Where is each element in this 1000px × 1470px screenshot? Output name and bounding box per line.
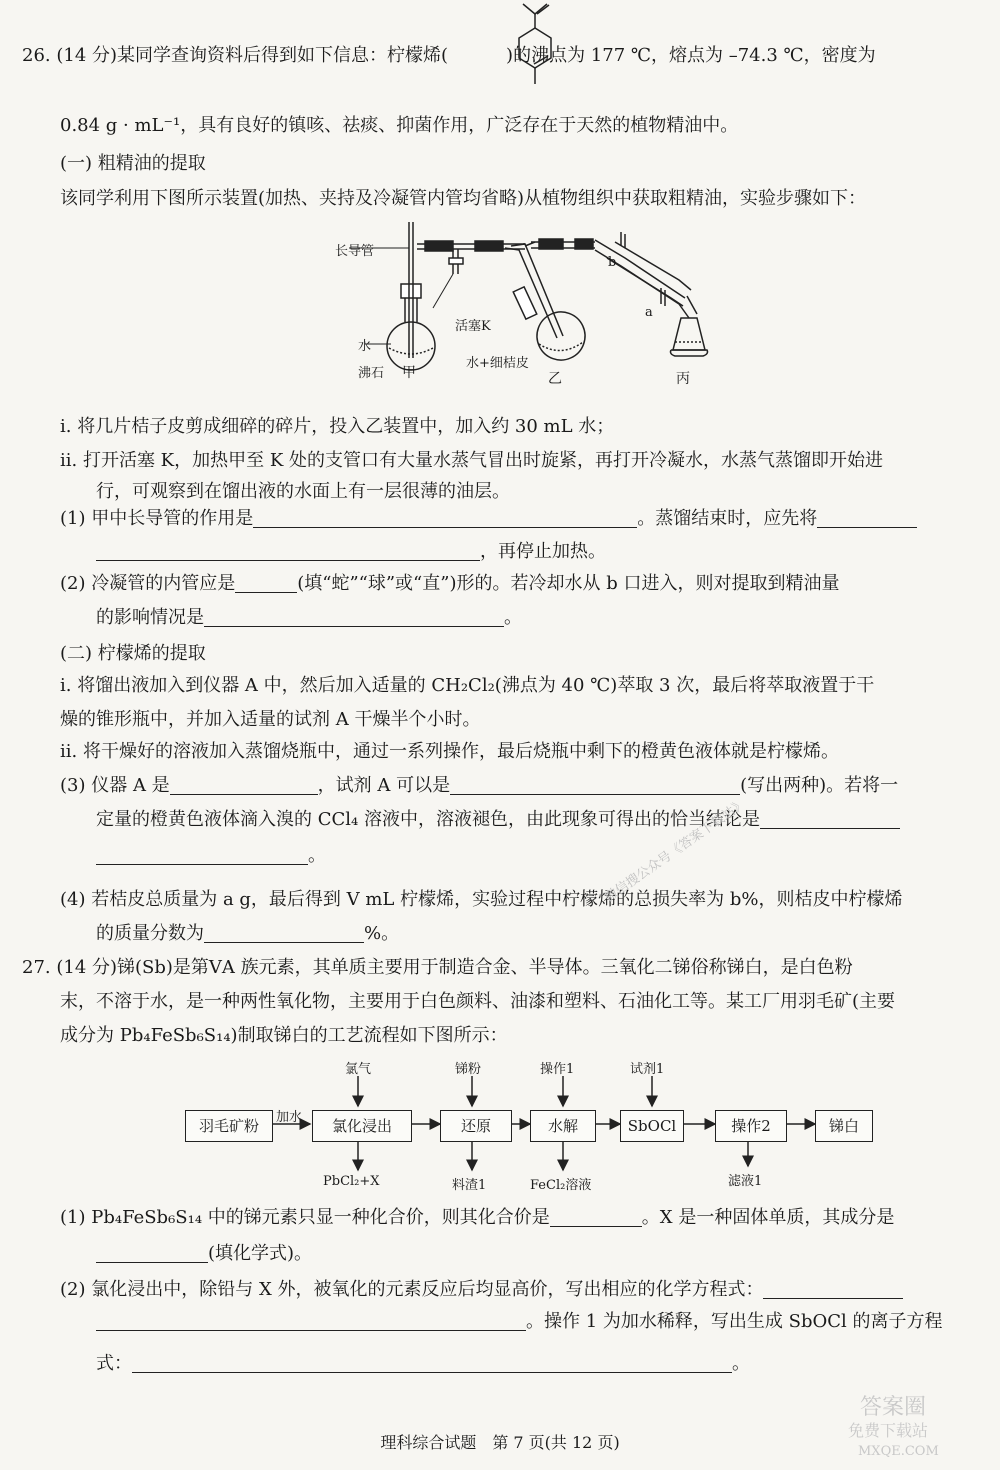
q26-q4-text-c: %。 (364, 923, 400, 944)
label-port-b: b (608, 255, 617, 270)
flow-output-filtrate1: 滤液1 (728, 1174, 763, 1189)
answer-blank[interactable] (817, 507, 917, 528)
q26-q4-text-b: 的质量分数为 (96, 923, 204, 944)
answer-blank[interactable] (96, 540, 480, 561)
label-water-peel: 水+细桔皮 (466, 356, 529, 371)
flow-box-hydrolysis: 水解 (530, 1110, 596, 1142)
q26-q3-line2 (96, 806, 900, 834)
label-boiling-stone: 沸石 (358, 366, 385, 381)
q27-q2-line3 (96, 1350, 750, 1378)
flow-input-reagent1: 试剂1 (630, 1062, 665, 1077)
q27-q1-text-b: 。X 是一种固体单质，其成分是 (641, 1207, 895, 1228)
flow-add-water: 加水 (276, 1110, 303, 1125)
q26-q2-line1 (60, 570, 839, 598)
label-jia: 甲 (402, 365, 416, 381)
q26-step-ii-1: ⅱ. 打开活塞 K，加热甲至 K 处的支管口有大量水蒸气冒出时旋紧，再打开冷凝水，水蒸气蒸馏即开始进 (60, 450, 884, 471)
flow-box-reduction: 还原 (440, 1110, 512, 1142)
flow-input-sb-powder: 锑粉 (455, 1062, 482, 1077)
answer-blank[interactable] (235, 572, 297, 593)
q27-q1-line1 (60, 1204, 894, 1232)
q26-section1-title: (一) 粗精油的提取 (60, 153, 206, 174)
q26-step-i: ⅰ. 将几片桔子皮剪成细碎的碎片，投入乙装置中，加入约 30 mL 水； (60, 416, 615, 437)
watermark: 答案圈 (860, 1395, 927, 1420)
answer-blank[interactable] (132, 1352, 732, 1373)
flow-output-pbcl2-x: PbCl₂+X (323, 1174, 380, 1189)
answer-blank[interactable] (170, 774, 318, 795)
q26-q2-text-b: (填“蛇”“球”或“直”)形的。若冷却水从 b 口进入，则对提取到精油量 (297, 573, 840, 594)
watermark: 微信搜公众号《答案下载站》 (602, 796, 750, 906)
q27-line1: 27. (14 分)锑(Sb)是第ⅤA 族元素，其单质主要用于制造合金、半导体。三氧化二锑俗称锑白，是白色粉 (22, 957, 853, 978)
q26-q2-text-a: (2) 冷凝管的内管应是 (60, 573, 236, 594)
q27-q1-line2 (96, 1240, 312, 1268)
q27-q2-text-a: (2) 氯化浸出中，除铅与 X 外，被氧化的元素反应后均显高价，写出相应的化学方程式： (60, 1279, 764, 1300)
q26-q3-text-e: 。 (308, 845, 326, 866)
q27-q2-line1 (60, 1276, 903, 1304)
q27-q2-text-c: 式： (96, 1353, 132, 1374)
q27-q1-text-a: (1) Pb₄FeSb₆S₁₄ 中的锑元素只显一种化合价，则其化合价是 (60, 1207, 550, 1228)
answer-blank[interactable] (204, 606, 504, 627)
flow-box-ore: 羽毛矿粉 (185, 1110, 273, 1142)
label-bing: 丙 (676, 371, 690, 387)
q26-s2-step-i-2: 燥的锥形瓶中，并加入适量的试剂 A 干燥半个小时。 (60, 709, 481, 730)
label-port-a: a (645, 305, 653, 320)
q26-q1-text-a: (1) 甲中长导管的作用是 (60, 508, 254, 529)
answer-blank[interactable] (253, 507, 637, 528)
answer-blank[interactable] (96, 844, 308, 865)
answer-blank[interactable] (550, 1206, 642, 1227)
flow-output-residue1: 料渣1 (452, 1178, 487, 1193)
q26-q2-text-c: 的影响情况是 (96, 607, 204, 628)
q26-s2-step-i-1: ⅰ. 将馏出液加入到仪器 A 中，然后加入适量的 CH₂Cl₂(沸点为 40 ℃)萃取 3 次，最后将萃取液置于干 (60, 675, 875, 696)
watermark: 免费下载站 (848, 1421, 929, 1440)
flow-output-fecl2: FeCl₂溶液 (530, 1178, 592, 1193)
q26-q3-text-c: (写出两种)。若将一 (740, 775, 899, 796)
q26-q1-line1 (60, 505, 917, 533)
q26-intro: 该同学利用下图所示装置(加热、夹持及冷凝管内管均省略)从植物组织中获取粗精油，实验步骤如下： (60, 188, 867, 209)
page-footer: 理科综合试题 第 7 页(共 12 页) (380, 1433, 620, 1452)
label-long-tube: 长导管 (335, 244, 375, 259)
flow-box-antimony-white: 锑白 (815, 1110, 873, 1142)
q26-line2: 0.84 g · mL⁻¹，具有良好的镇咳、祛痰、抑菌作用，广泛存在于天然的植物精油中。 (60, 115, 739, 136)
q26-q2-text-d: 。 (504, 607, 522, 628)
q26-q3-text-d: 定量的橙黄色液体滴入溴的 CCl₄ 溶液中，溶液褪色，由此现象可得出的恰当结论是 (96, 809, 760, 830)
q26-q3-text-a: (3) 仪器 A 是 (60, 775, 170, 796)
label-water: 水 (358, 339, 372, 354)
q26-s2-step-ii: ⅱ. 将干燥好的溶液加入蒸馏烧瓶中，通过一系列操作，最后烧瓶中剩下的橙黄色液体就是柠檬烯。 (60, 741, 839, 762)
q26-q4-line2 (96, 920, 399, 948)
answer-blank[interactable] (763, 1278, 903, 1299)
q26-line1-a: 26. (14 分)某同学查询资料后得到如下信息：柠檬烯( (22, 45, 449, 66)
q27-q1-text-c: (填化学式)。 (208, 1243, 313, 1264)
answer-blank[interactable] (760, 808, 900, 829)
answer-blank[interactable] (204, 922, 364, 943)
q26-line1-b: )的沸点为 177 ℃，熔点为 –74.3 ℃，密度为 (506, 45, 876, 66)
flow-input-chlorine: 氯气 (345, 1062, 372, 1077)
q26-q3-line3 (96, 842, 326, 870)
q27-line3: 成分为 Pb₄FeSb₆S₁₄)制取锑白的工艺流程如下图所示： (60, 1025, 508, 1046)
q26-q2-line2 (96, 604, 522, 632)
q26-q3-line1 (60, 772, 898, 800)
q26-section2-title: (二) 柠檬烯的提取 (60, 643, 206, 664)
flow-input-operation1: 操作1 (540, 1062, 575, 1077)
q27-q2-text-b: 。操作 1 为加水稀释，写出生成 SbOCl 的离子方程 (526, 1311, 943, 1332)
q27-q2-text-d: 。 (732, 1353, 750, 1374)
q26-q1-text-c: ，再停止加热。 (480, 541, 606, 562)
label-yi: 乙 (548, 371, 562, 387)
flow-box-operation2: 操作2 (715, 1110, 787, 1142)
q26-step-ii-2: 行，可观察到在馏出液的水面上有一层很薄的油层。 (96, 481, 510, 502)
flow-box-sbocl: SbOCl (620, 1110, 684, 1142)
label-stopcock-k: 活塞K (455, 319, 491, 334)
answer-blank[interactable] (450, 774, 740, 795)
q26-q1-line2 (96, 538, 606, 566)
watermark: MXQE.COM (858, 1444, 939, 1459)
q26-q3-text-b: ，试剂 A 可以是 (317, 775, 451, 796)
answer-blank[interactable] (96, 1310, 526, 1331)
q27-line2: 末，不溶于水，是一种两性氧化物，主要用于白色颜料、油漆和塑料、石油化工等。某工厂用羽毛矿(主要 (60, 991, 896, 1012)
q26-line1 (22, 42, 876, 70)
flow-box-chlorination: 氯化浸出 (312, 1110, 412, 1142)
q27-q2-line2 (96, 1308, 942, 1336)
q26-q1-text-b: 。蒸馏结束时，应先将 (637, 508, 818, 529)
limonene-structure-icon (505, 0, 565, 100)
q26-q4-line1: (4) 若桔皮总质量为 a g，最后得到 V mL 柠檬烯，实验过程中柠檬烯的总损失率为 b%，则桔皮中柠檬烯 (60, 889, 903, 910)
answer-blank[interactable] (96, 1242, 208, 1263)
